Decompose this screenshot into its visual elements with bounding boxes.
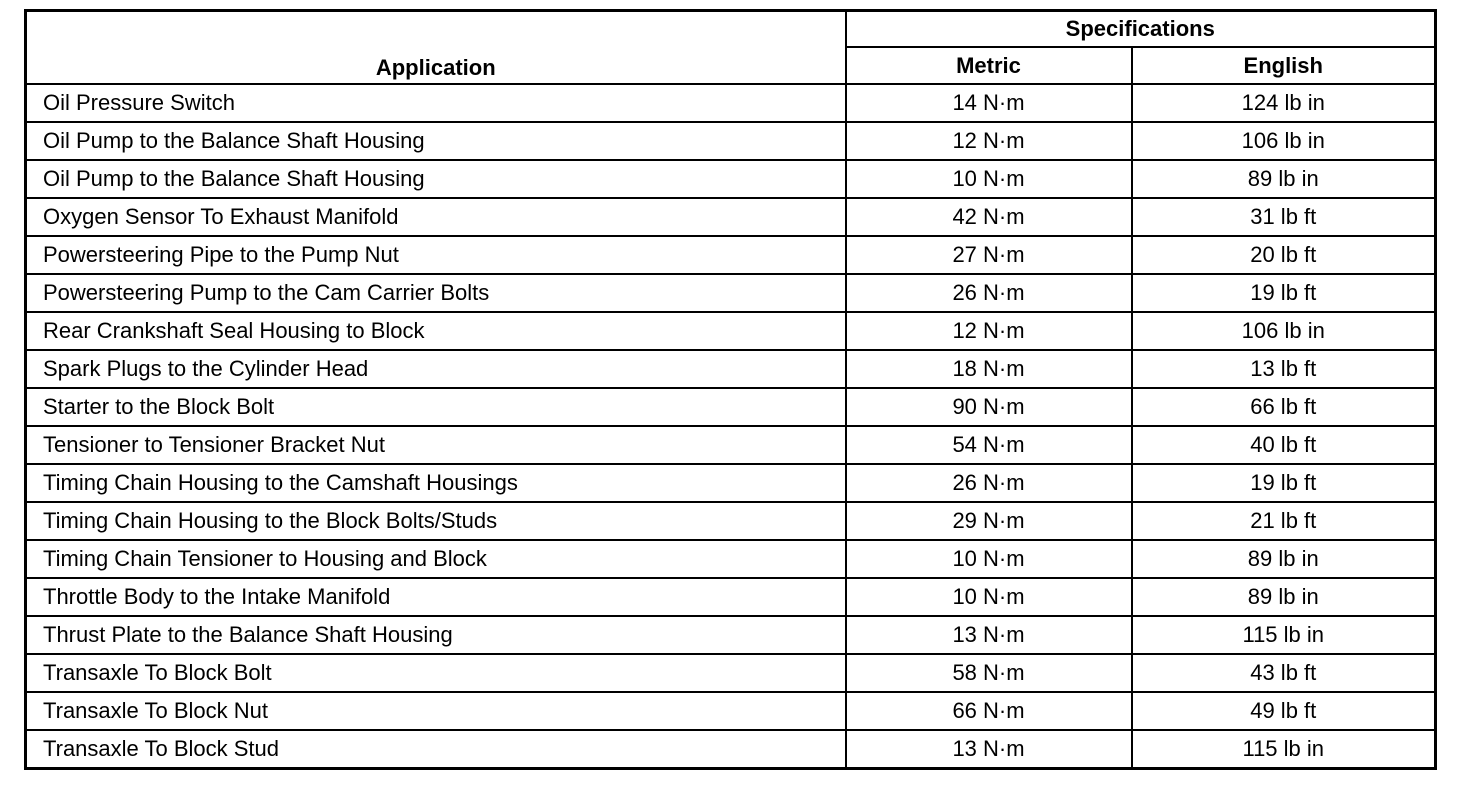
- metric-cell: 10 N·m: [846, 578, 1132, 616]
- table-row: [26, 312, 1436, 350]
- metric-cell: 42 N·m: [846, 198, 1132, 236]
- english-cell: 89 lb in: [1132, 540, 1436, 578]
- metric-cell: 14 N·m: [846, 84, 1132, 122]
- english-cell: 115 lb in: [1132, 616, 1436, 654]
- application-cell: Rear Crankshaft Seal Housing to Block: [26, 312, 846, 350]
- application-cell: Oxygen Sensor To Exhaust Manifold: [26, 198, 846, 236]
- english-cell: 40 lb ft: [1132, 426, 1436, 464]
- table-row: [26, 350, 1436, 388]
- table-row: [26, 540, 1436, 578]
- application-cell: Timing Chain Tensioner to Housing and Block: [26, 540, 846, 578]
- english-cell: 19 lb ft: [1132, 464, 1436, 502]
- application-cell: Oil Pump to the Balance Shaft Housing: [26, 122, 846, 160]
- english-cell: 115 lb in: [1132, 730, 1436, 769]
- metric-cell: 58 N·m: [846, 654, 1132, 692]
- application-cell: Tensioner to Tensioner Bracket Nut: [26, 426, 846, 464]
- table-row: [26, 122, 1436, 160]
- header-row-top: [26, 11, 1436, 48]
- metric-cell: 90 N·m: [846, 388, 1132, 426]
- application-cell: Oil Pressure Switch: [26, 84, 846, 122]
- application-cell: Timing Chain Housing to the Block Bolts/Studs: [26, 502, 846, 540]
- english-cell: 20 lb ft: [1132, 236, 1436, 274]
- table-row: [26, 578, 1436, 616]
- metric-cell: 10 N·m: [846, 160, 1132, 198]
- english-header: English: [1132, 47, 1436, 84]
- english-cell: 89 lb in: [1132, 578, 1436, 616]
- table-row: [26, 236, 1436, 274]
- table-row: [26, 198, 1436, 236]
- table-row: [26, 502, 1436, 540]
- specifications-header: Specifications: [846, 11, 1436, 48]
- metric-header: Metric: [846, 47, 1132, 84]
- application-cell: Throttle Body to the Intake Manifold: [26, 578, 846, 616]
- application-header: Application: [26, 11, 846, 85]
- metric-cell: 54 N·m: [846, 426, 1132, 464]
- table-row: [26, 160, 1436, 198]
- english-cell: 106 lb in: [1132, 312, 1436, 350]
- table-row: [26, 464, 1436, 502]
- metric-cell: 10 N·m: [846, 540, 1132, 578]
- english-cell: 106 lb in: [1132, 122, 1436, 160]
- table-row: [26, 274, 1436, 312]
- metric-cell: 29 N·m: [846, 502, 1132, 540]
- english-cell: 21 lb ft: [1132, 502, 1436, 540]
- table-row: [26, 692, 1436, 730]
- metric-cell: 13 N·m: [846, 616, 1132, 654]
- specifications-table: [24, 9, 1437, 770]
- metric-cell: 27 N·m: [846, 236, 1132, 274]
- application-cell: Oil Pump to the Balance Shaft Housing: [26, 160, 846, 198]
- english-cell: 31 lb ft: [1132, 198, 1436, 236]
- metric-cell: 66 N·m: [846, 692, 1132, 730]
- table-row: [26, 388, 1436, 426]
- table-header: [26, 11, 1436, 85]
- table-row: [26, 730, 1436, 769]
- application-cell: Thrust Plate to the Balance Shaft Housing: [26, 616, 846, 654]
- table-row: [26, 426, 1436, 464]
- application-cell: Powersteering Pipe to the Pump Nut: [26, 236, 846, 274]
- metric-cell: 12 N·m: [846, 312, 1132, 350]
- english-cell: 13 lb ft: [1132, 350, 1436, 388]
- table-row: [26, 654, 1436, 692]
- table-row: [26, 616, 1436, 654]
- application-cell: Transaxle To Block Bolt: [26, 654, 846, 692]
- metric-cell: 13 N·m: [846, 730, 1132, 769]
- table-body: [26, 84, 1436, 769]
- english-cell: 49 lb ft: [1132, 692, 1436, 730]
- application-cell: Transaxle To Block Stud: [26, 730, 846, 769]
- metric-cell: 12 N·m: [846, 122, 1132, 160]
- english-cell: 19 lb ft: [1132, 274, 1436, 312]
- application-cell: Starter to the Block Bolt: [26, 388, 846, 426]
- metric-cell: 26 N·m: [846, 274, 1132, 312]
- english-cell: 124 lb in: [1132, 84, 1436, 122]
- application-cell: Powersteering Pump to the Cam Carrier Bolts: [26, 274, 846, 312]
- metric-cell: 18 N·m: [846, 350, 1132, 388]
- metric-cell: 26 N·m: [846, 464, 1132, 502]
- english-cell: 43 lb ft: [1132, 654, 1436, 692]
- application-cell: Spark Plugs to the Cylinder Head: [26, 350, 846, 388]
- table-row: [26, 84, 1436, 122]
- english-cell: 66 lb ft: [1132, 388, 1436, 426]
- english-cell: 89 lb in: [1132, 160, 1436, 198]
- application-cell: Transaxle To Block Nut: [26, 692, 846, 730]
- application-cell: Timing Chain Housing to the Camshaft Housings: [26, 464, 846, 502]
